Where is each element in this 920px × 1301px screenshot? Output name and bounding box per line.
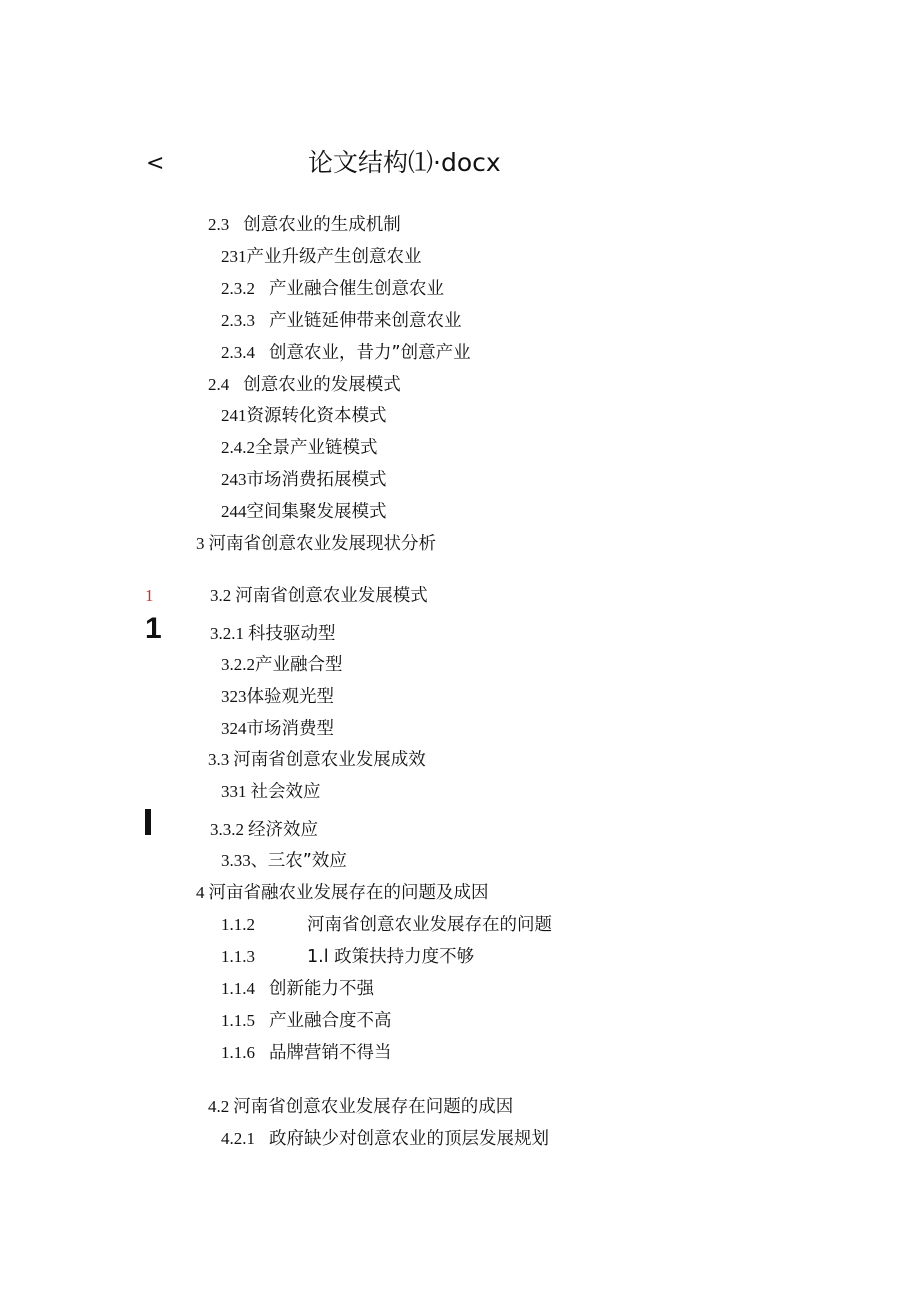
toc-number: 2.4 <box>208 375 230 394</box>
toc-number: 3.2.1 <box>210 624 244 643</box>
toc-title: 产业升级产生创意农业 <box>246 247 422 267</box>
toc-title: 资源转化资本模式 <box>246 406 387 426</box>
toc-title: 市场消费拓展模式 <box>246 470 387 490</box>
toc-item[interactable] <box>221 685 334 709</box>
toc-title: 空间集聚发展模式 <box>246 502 387 522</box>
toc-number: 4.2 <box>208 1097 230 1116</box>
toc-title: 河南省创意农业发展存在的问题 <box>307 915 552 935</box>
toc-number: 1.1.5 <box>221 1011 255 1030</box>
toc-item[interactable] <box>221 468 387 492</box>
toc-item[interactable] <box>210 818 318 842</box>
toc-item[interactable] <box>208 748 426 772</box>
toc-item[interactable] <box>221 653 343 677</box>
toc-title: 河南省创意农业发展成效 <box>233 750 426 770</box>
toc-item[interactable] <box>221 1041 392 1065</box>
toc-number: 331 <box>221 782 247 801</box>
toc-number: 2.4.2 <box>221 438 255 457</box>
toc-number: 2.3.4 <box>221 343 255 362</box>
toc-number: 1.1.6 <box>221 1043 255 1062</box>
toc-item[interactable] <box>221 1127 549 1151</box>
toc-item[interactable] <box>221 1009 392 1033</box>
toc-title: 河南省创意农业发展模式 <box>235 586 428 606</box>
toc-title: 河南省创意农业发展现状分析 <box>208 534 436 554</box>
toc-item[interactable] <box>196 881 489 905</box>
toc-title: 产业融合型 <box>255 655 343 675</box>
toc-item[interactable] <box>210 622 336 646</box>
toc-title: 河亩省融农业发展存在的问题及成因 <box>208 883 489 903</box>
toc-title: 产业融合度不高 <box>269 1011 392 1031</box>
toc-item[interactable] <box>221 309 462 333</box>
toc-number: 231 <box>221 247 247 266</box>
toc-title: 河南省创意农业发展存在问题的成因 <box>233 1097 514 1117</box>
toc-item[interactable] <box>221 500 387 524</box>
toc-title: 创意农业，昔力”创意产业 <box>269 343 471 363</box>
toc-number: 3.3 <box>208 750 230 769</box>
toc-item[interactable] <box>221 977 374 1001</box>
toc-title: 体验观光型 <box>246 687 334 707</box>
toc-number: 3.3.2 <box>210 820 244 839</box>
back-chevron-icon[interactable]: < <box>146 151 165 176</box>
toc-title: 1.l 政策扶持力度不够 <box>307 947 475 967</box>
toc-item[interactable] <box>221 436 378 460</box>
toc-title: 经济效应 <box>248 820 318 840</box>
document-title: 论文结构⑴·docx <box>308 148 501 177</box>
toc-title: 全景产业链模式 <box>255 438 378 458</box>
margin-bar-mark <box>145 809 151 835</box>
toc-title: 社会效应 <box>250 782 321 802</box>
toc-item[interactable] <box>221 780 321 804</box>
toc-item[interactable] <box>210 584 428 608</box>
toc-number: 3.2.2 <box>221 655 255 674</box>
toc-item[interactable] <box>221 404 387 428</box>
toc-number: 323 <box>221 687 247 706</box>
toc-number: 2.3 <box>208 215 230 234</box>
toc-title: 产业链延伸带来创意农业 <box>269 311 462 331</box>
toc-item[interactable] <box>208 1095 513 1119</box>
toc-title: 市场消费型 <box>246 719 334 739</box>
toc-item[interactable] <box>208 373 401 397</box>
toc-number: 324 <box>221 719 247 738</box>
toc-item[interactable] <box>221 341 471 365</box>
toc-number: 241 <box>221 406 247 425</box>
toc-number: 3.2 <box>210 586 232 605</box>
toc-item[interactable] <box>221 277 444 301</box>
toc-title: 创意农业的生成机制 <box>243 215 401 235</box>
toc-title: 科技驱动型 <box>248 624 336 644</box>
toc-item[interactable] <box>221 245 422 269</box>
toc-number: 2.3.3 <box>221 311 255 330</box>
toc-title: 政府缺少对创意农业的顶层发展规划 <box>269 1129 549 1149</box>
toc-number: 4.2.1 <box>221 1129 255 1148</box>
toc-title: 三农”效应 <box>267 851 347 871</box>
toc-title: 品牌营销不得当 <box>269 1043 392 1063</box>
toc-item[interactable] <box>208 213 401 237</box>
toc-number: 244 <box>221 502 247 521</box>
toc-number: 1.1.4 <box>221 979 255 998</box>
toc-number: 2.3.2 <box>221 279 255 298</box>
toc-title: 创意农业的发展模式 <box>243 375 401 395</box>
toc-number: 1.1.3 <box>221 947 255 966</box>
toc-number: 3 <box>196 534 205 553</box>
toc-item[interactable] <box>221 717 334 741</box>
toc-number: 4 <box>196 883 205 902</box>
toc-title: 产业融合催生创意农业 <box>269 279 444 299</box>
margin-red-number: 1 <box>145 586 154 605</box>
toc-item[interactable] <box>196 532 436 556</box>
toc-number: 243 <box>221 470 247 489</box>
toc-item[interactable] <box>221 913 552 937</box>
margin-big-number: 1 <box>145 612 162 645</box>
toc-number: 3.33、 <box>221 851 268 870</box>
toc-item[interactable] <box>221 849 347 873</box>
toc-item[interactable] <box>221 945 474 969</box>
toc-number: 1.1.2 <box>221 915 255 934</box>
toc-title: 创新能力不强 <box>269 979 374 999</box>
